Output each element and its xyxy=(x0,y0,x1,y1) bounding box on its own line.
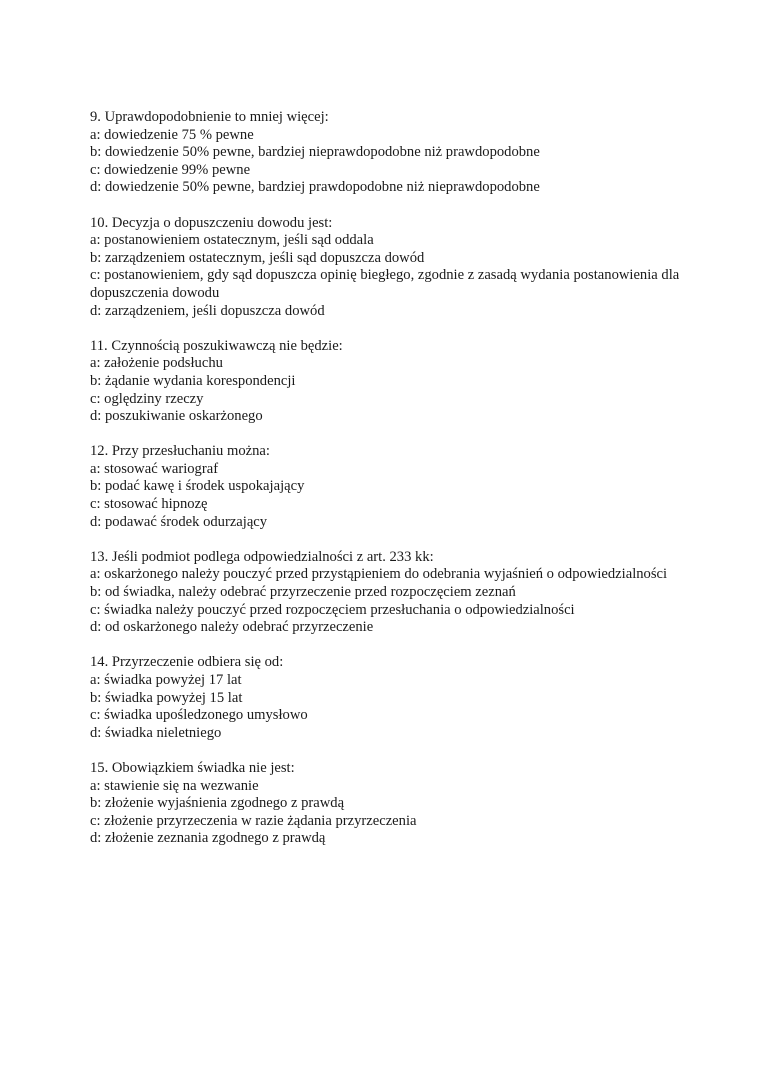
answer-option-d: d: świadka nieletniego xyxy=(90,724,222,741)
question-11 xyxy=(90,338,710,426)
answer-option-b: b: od świadka, należy odebrać przyrzeczenie przed rozpoczęciem zeznań xyxy=(90,584,516,601)
answer-option-c: c: świadka należy pouczyć przed rozpoczęciem przesłuchania o odpowiedzialności xyxy=(90,601,575,618)
answer-option-a: a: stawienie się na wezwanie xyxy=(90,777,259,794)
question-text: 15. Obowiązkiem świadka nie jest: xyxy=(90,759,295,776)
question-text: 9. Uprawdopodobnienie to mniej więcej: xyxy=(90,109,329,125)
question-text: 14. Przyrzeczenie odbiera się od: xyxy=(90,654,284,671)
answer-option-b: b: złożenie wyjaśnienia zgodnego z prawdą xyxy=(90,795,345,812)
answer-option-a: a: stosować wariograf xyxy=(90,460,219,477)
question-9 xyxy=(90,109,710,197)
question-14 xyxy=(90,654,710,742)
question-text: 10. Decyzja o dopuszczeniu dowodu jest: xyxy=(90,214,333,231)
question-13 xyxy=(90,549,710,637)
answer-option-d: d: zarządzeniem, jeśli dopuszcza dowód xyxy=(90,302,325,319)
answer-option-c: c: świadka upośledzonego umysłowo xyxy=(90,707,308,724)
answer-option-b: b: świadka powyżej 15 lat xyxy=(90,689,243,706)
answer-option-d: d: dowiedzenie 50% pewne, bardziej prawdopodobne niż nieprawdopodobne xyxy=(90,179,540,196)
answer-option-c: c: dowiedzenie 99% pewne xyxy=(90,161,251,178)
answer-option-d: d: od oskarżonego należy odebrać przyrzeczenie xyxy=(90,619,374,636)
answer-option-a: a: oskarżonego należy pouczyć przed przystąpieniem do odebrania wyjaśnień o odpowiedzialności xyxy=(90,566,668,583)
answer-option-d: d: poszukiwanie oskarżonego xyxy=(90,408,263,425)
question-12 xyxy=(90,443,710,531)
answer-option-c: c: postanowieniem, gdy sąd dopuszcza opinię biegłego, zgodnie z zasadą wydania postanowienia dla dopuszczenia dowodu xyxy=(90,267,680,301)
question-text: 13. Jeśli podmiot podlega odpowiedzialności z art. 233 kk: xyxy=(90,548,434,565)
answer-option-c: c: stosować hipnozę xyxy=(90,496,208,513)
answer-option-b: b: dowiedzenie 50% pewne, bardziej nieprawdopodobne niż prawdopodobne xyxy=(90,144,540,161)
answer-option-c: c: oględziny rzeczy xyxy=(90,390,204,407)
answer-option-d: d: podawać środek odurzający xyxy=(90,513,268,530)
question-list xyxy=(90,109,710,866)
answer-option-b: b: podać kawę i środek uspokajający xyxy=(90,478,305,495)
question-15 xyxy=(90,760,710,848)
answer-option-a: a: założenie podsłuchu xyxy=(90,355,223,372)
answer-option-b: b: zarządzeniem ostatecznym, jeśli sąd dopuszcza dowód xyxy=(90,249,425,266)
question-text: 12. Przy przesłuchaniu można: xyxy=(90,443,270,460)
answer-option-b: b: żądanie wydania korespondencji xyxy=(90,372,296,389)
answer-option-a: a: postanowieniem ostatecznym, jeśli sąd oddala xyxy=(90,232,374,249)
answer-option-d: d: złożenie zeznania zgodnego z prawdą xyxy=(90,830,326,847)
answer-option-c: c: złożenie przyrzeczenia w razie żądania przyrzeczenia xyxy=(90,812,417,829)
question-10 xyxy=(90,215,710,321)
question-text: 11. Czynnością poszukiwawczą nie będzie: xyxy=(90,337,343,354)
answer-option-a: a: świadka powyżej 17 lat xyxy=(90,672,242,688)
answer-option-a: a: dowiedzenie 75 % pewne xyxy=(90,126,254,143)
